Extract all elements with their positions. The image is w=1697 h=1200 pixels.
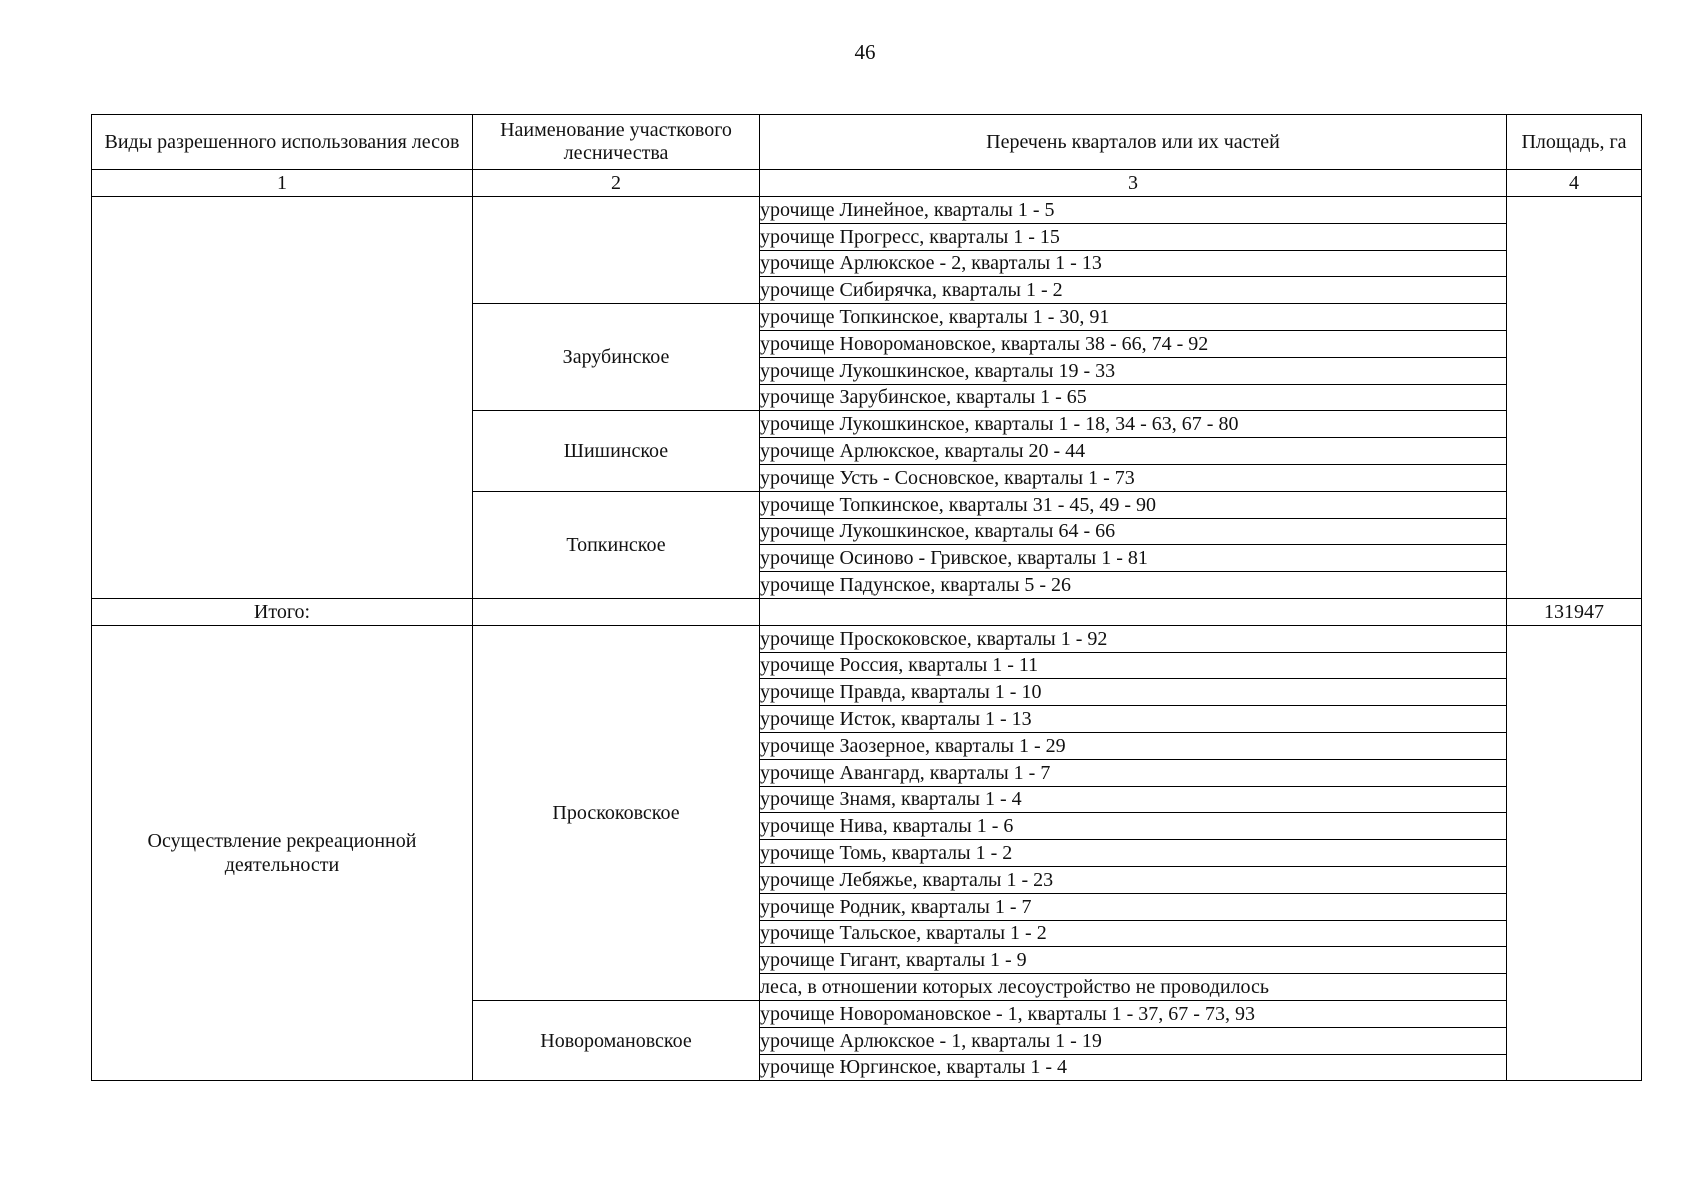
forest-use-table: [91, 114, 1642, 1081]
header-row: [92, 115, 1642, 170]
quarter-cell: урочище Прогресс, кварталы 1 - 15: [760, 223, 1507, 250]
quarter-cell: урочище Тальское, кварталы 1 - 2: [760, 920, 1507, 947]
quarter-cell: урочище Новоромановское, кварталы 38 - 66, 74 - 92: [760, 330, 1507, 357]
quarter-cell: урочище Авангард, кварталы 1 - 7: [760, 759, 1507, 786]
quarter-cell: урочище Лукошкинское, кварталы 64 - 66: [760, 518, 1507, 545]
quarter-cell: урочище Лукошкинское, кварталы 19 - 33: [760, 357, 1507, 384]
quarter-cell: урочище Нива, кварталы 1 - 6: [760, 813, 1507, 840]
quarter-cell: урочище Линейное, кварталы 1 - 5: [760, 197, 1507, 224]
quarter-cell: урочище Лебяжье, кварталы 1 - 23: [760, 866, 1507, 893]
quarter-cell: урочище Усть - Сосновское, кварталы 1 - 73: [760, 464, 1507, 491]
quarter-cell: урочище Падунское, кварталы 5 - 26: [760, 572, 1507, 599]
quarter-cell: урочище Знамя, кварталы 1 - 4: [760, 786, 1507, 813]
quarter-cell: урочище Топкинское, кварталы 31 - 45, 49 - 90: [760, 491, 1507, 518]
column-number: 1: [92, 170, 473, 197]
use-type-cell: Осуществление рекреационной деятельности: [92, 625, 473, 1081]
quarter-cell: урочище Проскоковское, кварталы 1 - 92: [760, 625, 1507, 652]
total-area: 131947: [1507, 598, 1642, 625]
quarter-cell: леса, в отношении которых лесоустройство не проводилось: [760, 974, 1507, 1001]
column-number: 2: [473, 170, 760, 197]
use-type-cell: [92, 197, 473, 599]
table-row: [92, 197, 1642, 224]
column-number: 4: [1507, 170, 1642, 197]
area-cell: [1507, 625, 1642, 1081]
forestry-name-cell: Проскоковское: [473, 625, 760, 1000]
quarter-cell: урочище Арлюкское - 2, кварталы 1 - 13: [760, 250, 1507, 277]
header-quarters-list: Перечень кварталов или их частей: [760, 115, 1507, 170]
area-cell: [1507, 197, 1642, 599]
quarter-cell: урочище Зарубинское, кварталы 1 - 65: [760, 384, 1507, 411]
total-row: [92, 598, 1642, 625]
quarter-cell: урочище Исток, кварталы 1 - 13: [760, 706, 1507, 733]
quarter-cell: урочище Россия, кварталы 1 - 11: [760, 652, 1507, 679]
quarter-cell: урочище Топкинское, кварталы 1 - 30, 91: [760, 304, 1507, 331]
quarter-cell: урочище Осиново - Гривское, кварталы 1 - 81: [760, 545, 1507, 572]
quarter-cell: урочище Родник, кварталы 1 - 7: [760, 893, 1507, 920]
column-number: 3: [760, 170, 1507, 197]
quarter-cell: урочище Новоромановское - 1, кварталы 1 - 37, 67 - 73, 93: [760, 1000, 1507, 1027]
page-number: 46: [854, 40, 876, 64]
quarter-cell: урочище Правда, кварталы 1 - 10: [760, 679, 1507, 706]
table-row: [92, 625, 1642, 652]
quarter-cell: урочище Лукошкинское, кварталы 1 - 18, 34 - 63, 67 - 80: [760, 411, 1507, 438]
quarter-cell: урочище Арлюкское - 1, кварталы 1 - 19: [760, 1027, 1507, 1054]
quarter-cell: урочище Юргинское, кварталы 1 - 4: [760, 1054, 1507, 1081]
quarter-cell: урочище Заозерное, кварталы 1 - 29: [760, 732, 1507, 759]
forestry-name-cell: Шишинское: [473, 411, 760, 491]
forestry-name-cell: Новоромановское: [473, 1000, 760, 1080]
forestry-name-cell: Топкинское: [473, 491, 760, 598]
quarter-cell: урочище Арлюкское, кварталы 20 - 44: [760, 438, 1507, 465]
forestry-name-cell: [473, 197, 760, 304]
column-number-row: [92, 170, 1642, 197]
quarter-cell: урочище Сибирячка, кварталы 1 - 2: [760, 277, 1507, 304]
empty-cell: [760, 598, 1507, 625]
header-use-type: Виды разрешенного использования лесов: [92, 115, 473, 170]
quarter-cell: урочище Гигант, кварталы 1 - 9: [760, 947, 1507, 974]
total-label: Итого:: [92, 598, 473, 625]
header-forestry-name: Наименование участкового лесничества: [473, 115, 760, 170]
header-area: Площадь, га: [1507, 115, 1642, 170]
empty-cell: [473, 598, 760, 625]
forestry-name-cell: Зарубинское: [473, 304, 760, 411]
quarter-cell: урочище Томь, кварталы 1 - 2: [760, 840, 1507, 867]
